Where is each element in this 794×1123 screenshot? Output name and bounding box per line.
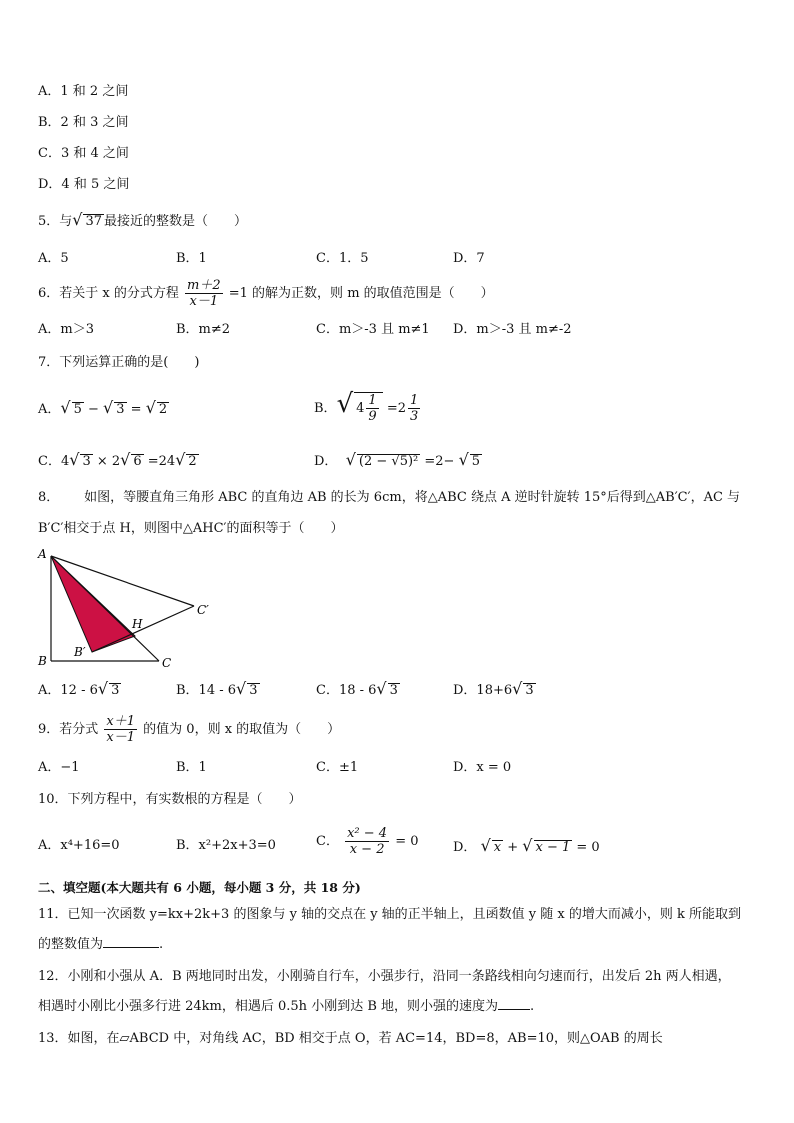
answer-blank[interactable] (103, 947, 159, 948)
label-c-prime: C′ (197, 603, 209, 617)
q8-figure (34, 544, 224, 672)
q5-option-d: D．7 (453, 251, 485, 266)
label-h: H (132, 617, 143, 631)
q12-line2: 相遇时小刚比小强多行进 24km，相遇后 0.5h 小刚到达 B 地，则小强的速度为 . (38, 999, 535, 1014)
q10-stem: 10．下列方程中，有实数根的方程是（ ） (38, 792, 302, 807)
option-a-prev: A．1 和 2 之间 (38, 84, 129, 99)
q9-stem: 9．若分式 $\frac{x+1}{x-1}$ 的值为 0，则 x 的取值为（ ） (38, 714, 341, 745)
q5-option-b: B．1 (176, 251, 207, 266)
q9-option-b: B．1 (176, 760, 207, 775)
q9-option-a: A．−1 (38, 760, 80, 775)
q7-option-d: D． √ (2 − √5)² =2− √ 5 (314, 450, 481, 469)
q6-stem: 6．若关于 x 的分式方程 $\frac{m+2}{x-1}$ =1 的解为正数，则 m 的取值范围是（ ） (38, 278, 494, 309)
q6-option-b: B．m≠2 (176, 322, 231, 337)
label-a: A (38, 547, 47, 561)
q6-option-a: A．m＞3 (38, 322, 94, 337)
q6-option-c: C．m＞-3 且 m≠1 (316, 322, 430, 337)
q5-stem: 5．与√ 37 最接近的整数是（ ） (38, 210, 248, 229)
label-b: B (38, 654, 47, 668)
q7-option-a: A．√ 5 − √ 3 = √ 2 (38, 398, 168, 417)
q5-option-c: C．1．5 (316, 251, 369, 266)
q8-stem-line2: B′C′相交于点 H，则图中△AHC′的面积等于（ ） (38, 521, 344, 536)
option-c-prev: C．3 和 4 之间 (38, 146, 129, 161)
q11-line2: 的整数值为 . (38, 937, 164, 952)
option-b-prev: B．2 和 3 之间 (38, 115, 129, 130)
q7-option-b: B．√ 4 $\frac{1}{9}$ =2 $\frac{1}{3}$ (314, 389, 419, 424)
q9-fraction: $\frac{x+1}{x-1}$ (106, 714, 136, 745)
q8-option-a: A．12 - 6√ 3 (38, 679, 120, 698)
q8-option-d: D．18+6√ 3 (453, 679, 534, 698)
option-d-prev: D．4 和 5 之间 (38, 177, 130, 192)
q13-line1: 13．如图，在▱ABCD 中，对角线 AC，BD 相交于点 O，若 AC=14，BD=8，AB=10，则△OAB 的周长 (38, 1031, 663, 1046)
q8-stem-line1: 8． 如图，等腰直角三角形 ABC 的直角边 AB 的长为 6cm，将△ABC 绕点 A 逆时针旋转 15°后得到△AB′C′，AC 与 (38, 490, 741, 505)
q10-option-d: D． √ x + √ x − 1 = 0 (453, 836, 600, 855)
q8-option-c: C．18 - 6√ 3 (316, 679, 398, 698)
q8-option-b: B．14 - 6√ 3 (176, 679, 258, 698)
q10-option-a: A．x⁴+16=0 (38, 838, 120, 853)
q7-stem: 7．下列运算正确的是( ) (38, 355, 200, 370)
q5-option-a: A．5 (38, 251, 69, 266)
answer-blank[interactable] (498, 1009, 530, 1010)
q9-option-c: C．±1 (316, 760, 359, 775)
section-heading: 二、填空题(本大题共有 6 小题，每小题 3 分，共 18 分) (38, 880, 361, 895)
q11-line1: 11．已知一次函数 y=kx+2k+3 的图象与 y 轴的交点在 y 轴的正半轴上，且函数值 y 随 x 的增大而减小，则 k 所能取到 (38, 907, 742, 922)
q10-option-c: C． $\frac{\text{x² − 4}}{x - 2}$ = 0 (316, 826, 419, 857)
q10-option-b: B．x²+2x+3=0 (176, 838, 276, 853)
q7-option-c: C．4√ 3 × 2√ 6 =24√ 2 (38, 450, 197, 469)
label-b-prime: B′ (74, 645, 86, 659)
q12-line1: 12．小刚和小强从 A．B 两地同时出发，小刚骑自行车，小强步行，沿同一条路线相向匀速而行，出发后 2h 两人相遇， (38, 969, 731, 984)
label-c: C (162, 656, 172, 670)
q6-option-d: D．m＞-3 且 m≠-2 (453, 322, 572, 337)
q9-option-d: D．x = 0 (453, 760, 512, 775)
q6-fraction: $\frac{m+2}{x-1}$ (187, 278, 221, 309)
